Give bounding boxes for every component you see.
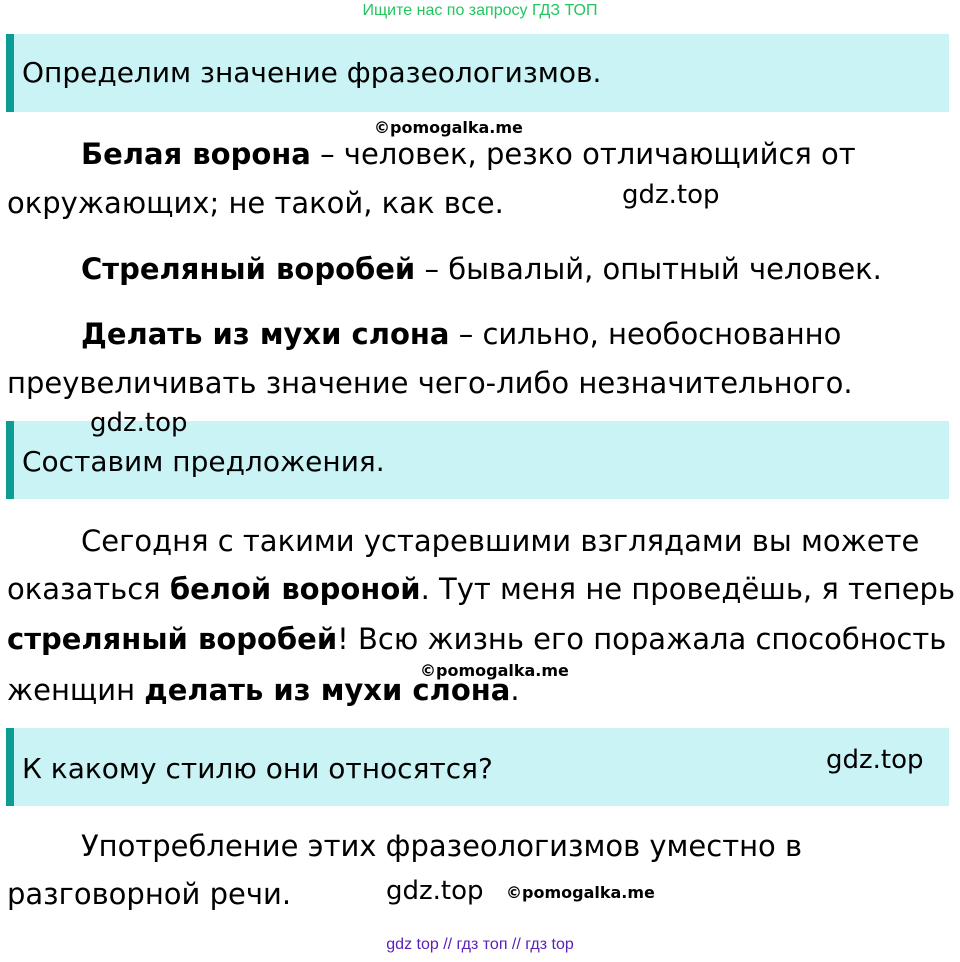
- heading-accent-bar: [6, 34, 14, 112]
- sentence-text: ! Всю жизнь его поражала способность: [337, 622, 947, 656]
- sentence-text: . Тут меня не проведёшь, я теперь: [420, 572, 956, 606]
- definition-2-term: Стреляный воробей: [81, 252, 416, 286]
- sentences-line-4: [7, 667, 520, 713]
- watermark-gdz: gdz.top: [386, 876, 484, 906]
- watermark-pomogalka: ©pomogalka.me: [420, 661, 569, 680]
- definition-3-text: – сильно, необоснованно: [449, 317, 842, 351]
- section-heading-text: Определим значение фразеологизмов.: [22, 56, 602, 89]
- definition-3-line-2: преувеличивать значение чего-либо незначительного.: [7, 366, 853, 400]
- heading-accent-bar: [6, 421, 14, 499]
- sentence-text: оказаться: [7, 572, 170, 606]
- footer-links: gdz top // гдз топ // гдз top: [386, 936, 574, 953]
- sentences-line-3: [7, 616, 946, 662]
- top-note: Ищите нас по запросу ГДЗ ТОП: [362, 2, 598, 19]
- sentence-text: .: [510, 673, 520, 707]
- sentences-line-2: [7, 566, 955, 612]
- definition-3-term: Делать из мухи слона: [81, 317, 450, 351]
- heading-accent-bar: [6, 728, 14, 806]
- section-heading-style: [6, 728, 949, 806]
- definition-1-line-1: [81, 131, 856, 177]
- definition-2-line: [81, 246, 882, 292]
- definition-3-line-1: [81, 311, 841, 357]
- style-answer-line-2: разговорной речи.: [7, 877, 292, 911]
- phrase-highlight: стреляный воробей: [7, 622, 338, 656]
- watermark-pomogalka: ©pomogalka.me: [374, 118, 523, 137]
- definition-1-term: Белая ворона: [81, 137, 311, 171]
- section-heading-text: К какому стилю они относятся?: [22, 752, 493, 785]
- definition-1-line-2: окружающих; не такой, как все.: [7, 186, 504, 220]
- watermark-gdz: gdz.top: [826, 745, 924, 775]
- watermark-pomogalka: ©pomogalka.me: [506, 883, 655, 902]
- section-heading-text: Составим предложения.: [22, 445, 385, 478]
- section-heading-definitions: [6, 34, 949, 112]
- sentences-line-1: Сегодня с такими устаревшими взглядами вы можете: [81, 524, 920, 558]
- phrase-highlight: делать из мухи слона: [144, 673, 511, 707]
- watermark-gdz: gdz.top: [90, 408, 188, 438]
- sentence-text: женщин: [7, 673, 145, 707]
- definition-1-text: – человек, резко отличающийся от: [310, 137, 856, 171]
- watermark-gdz: gdz.top: [622, 180, 720, 210]
- style-answer-line-1: Употребление этих фразеологизмов уместно в: [81, 829, 803, 863]
- phrase-highlight: белой вороной: [169, 572, 421, 606]
- definition-2-text: – бывалый, опытный человек.: [415, 252, 882, 286]
